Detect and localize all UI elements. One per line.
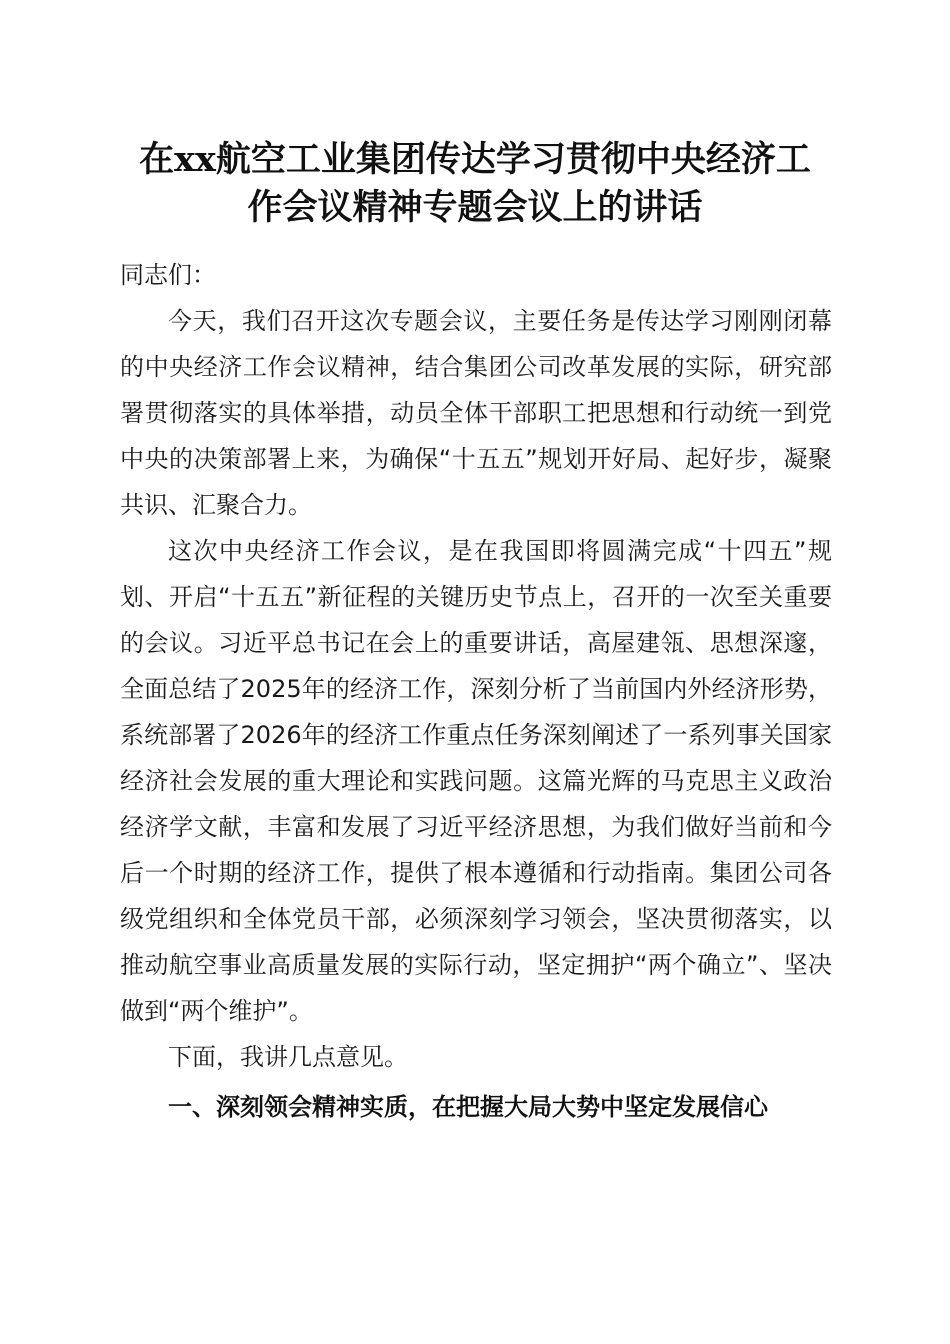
- document-body: [120, 252, 832, 1130]
- paragraph-transition: 下面，我讲几点意见。: [168, 1043, 408, 1071]
- section-heading-1: 一、深刻领会精神实质，在把握大局大势中坚定发展信心: [168, 1093, 768, 1121]
- document-title: [120, 136, 830, 232]
- salutation: 同志们：: [120, 261, 216, 289]
- paragraph-meeting-significance: 这次中央经济工作会议，是在我国即将圆满完成“十四五”规划、开启“十五五”新征程的关键历史节点上，召开的一次至关重要的会议。习近平总书记在会上的重要讲话，高屋建瓴、思想深邃，全面总结了2025年的经济工作，深刻分析了当前国内外经济形势，系统部署了2026年的经济工作重点任务深刻阐述了一系列事关国家经济社会发展的重大理论和实践问题。这篇光辉的马克思主义政治经济学文献，丰富和发展了习近平经济思想，为我们做好当前和今后一个时期的经济工作，提供了根本遵循和行动指南。集团公司各级党组织和全体党员干部，必须深刻学习领会，坚决贯彻落实，以推动航空事业高质量发展的实际行动，坚定拥护“两个确立”、坚决做到“两个维护”。: [120, 537, 832, 1025]
- title-line-2: 作会议精神专题会议上的讲话: [247, 187, 703, 228]
- title-line-1: 在xx航空工业集团传达学习贯彻中央经济工: [139, 139, 811, 180]
- paragraph-opening: 今天，我们召开这次专题会议，主要任务是传达学习刚刚闭幕的中央经济工作会议精神，结合集团公司改革发展的实际，研究部署贯彻落实的具体举措，动员全体干部职工把思想和行动统一到党中央的决策部署上来，为确保“十五五”规划开好局、起好步，凝聚共识、汇聚合力。: [120, 307, 832, 519]
